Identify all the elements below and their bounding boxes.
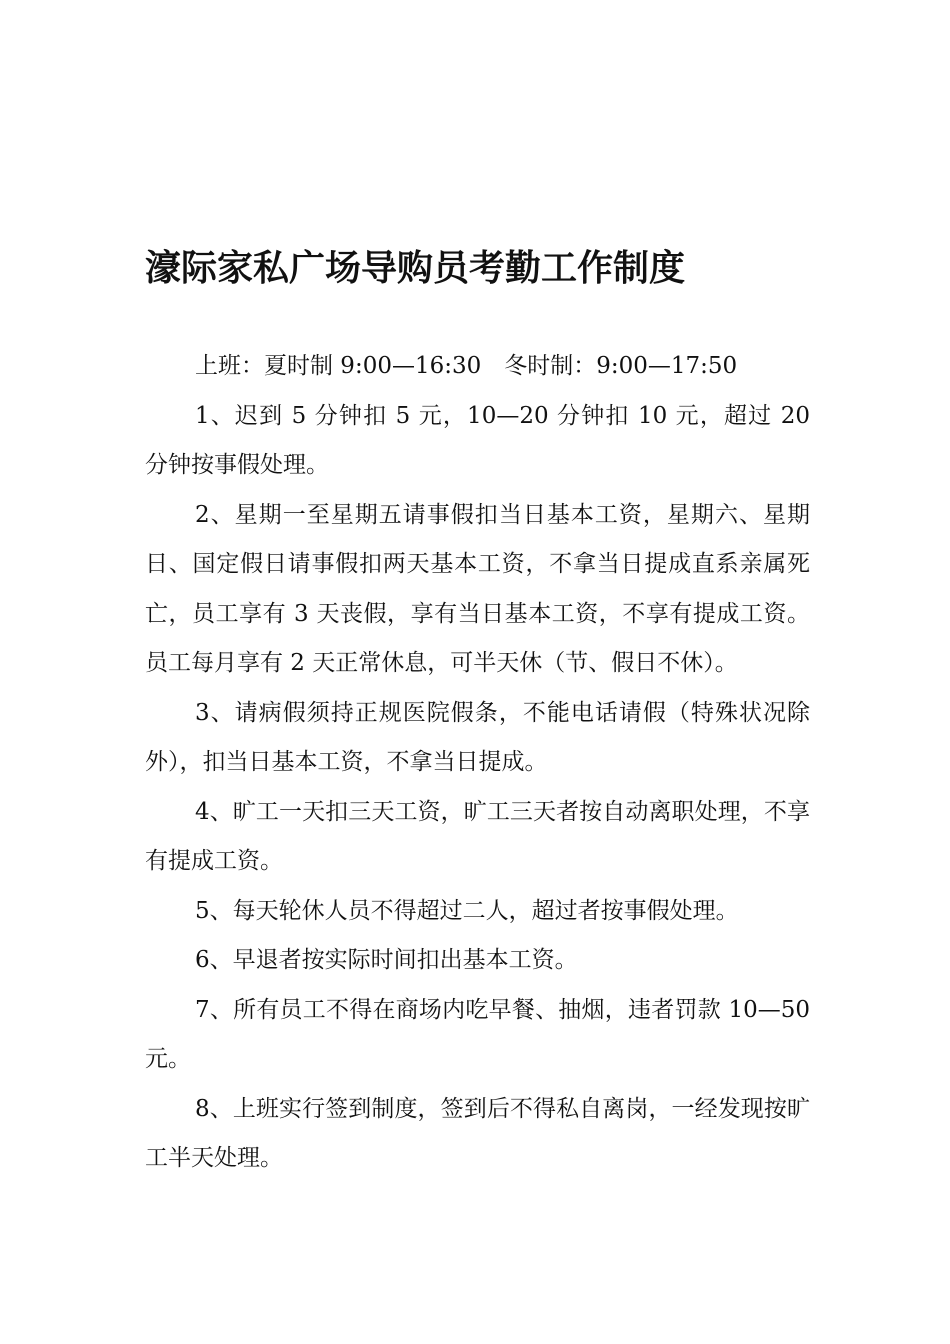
rule-3-paragraph: 3、请病假须持正规医院假条，不能电话请假（特殊状况除外），扣当日基本工资，不拿当日提成。 bbox=[145, 699, 810, 775]
rule-1-paragraph: 1、迟到 5 分钟扣 5 元，10—20 分钟扣 10 元，超过 20 分钟按事假处理。 bbox=[145, 402, 810, 478]
document-body bbox=[145, 342, 810, 1184]
rule-6-paragraph: 6、早退者按实际时间扣出基本工资。 bbox=[195, 947, 578, 973]
rule-2-paragraph: 2、星期一至星期五请事假扣当日基本工资，星期六、星期日、国定假日请事假扣两天基本工资，不拿当日提成直系亲属死亡，员工享有 3 天丧假，享有当日基本工资，不享有提成工资。员工每月享有 2 天正常休息，可半天休（节、假日不休）。 bbox=[145, 501, 810, 676]
rule-8-paragraph: 8、上班实行签到制度，签到后不得私自离岗，一经发现按旷工半天处理。 bbox=[145, 1095, 810, 1171]
document-title: 濠际家私广场导购员考勤工作制度 bbox=[145, 248, 686, 289]
rule-4-paragraph: 4、旷工一天扣三天工资，旷工三天者按自动离职处理，不享有提成工资。 bbox=[145, 798, 810, 874]
rule-5-paragraph: 5、每天轮休人员不得超过二人，超过者按事假处理。 bbox=[195, 897, 739, 924]
rule-7-paragraph: 7、所有员工不得在商场内吃早餐、抽烟，违者罚款 10—50 元。 bbox=[145, 996, 810, 1072]
work-hours-paragraph: 上班：夏时制 9:00—16:30 冬时制：9:00—17:50 bbox=[195, 353, 738, 379]
